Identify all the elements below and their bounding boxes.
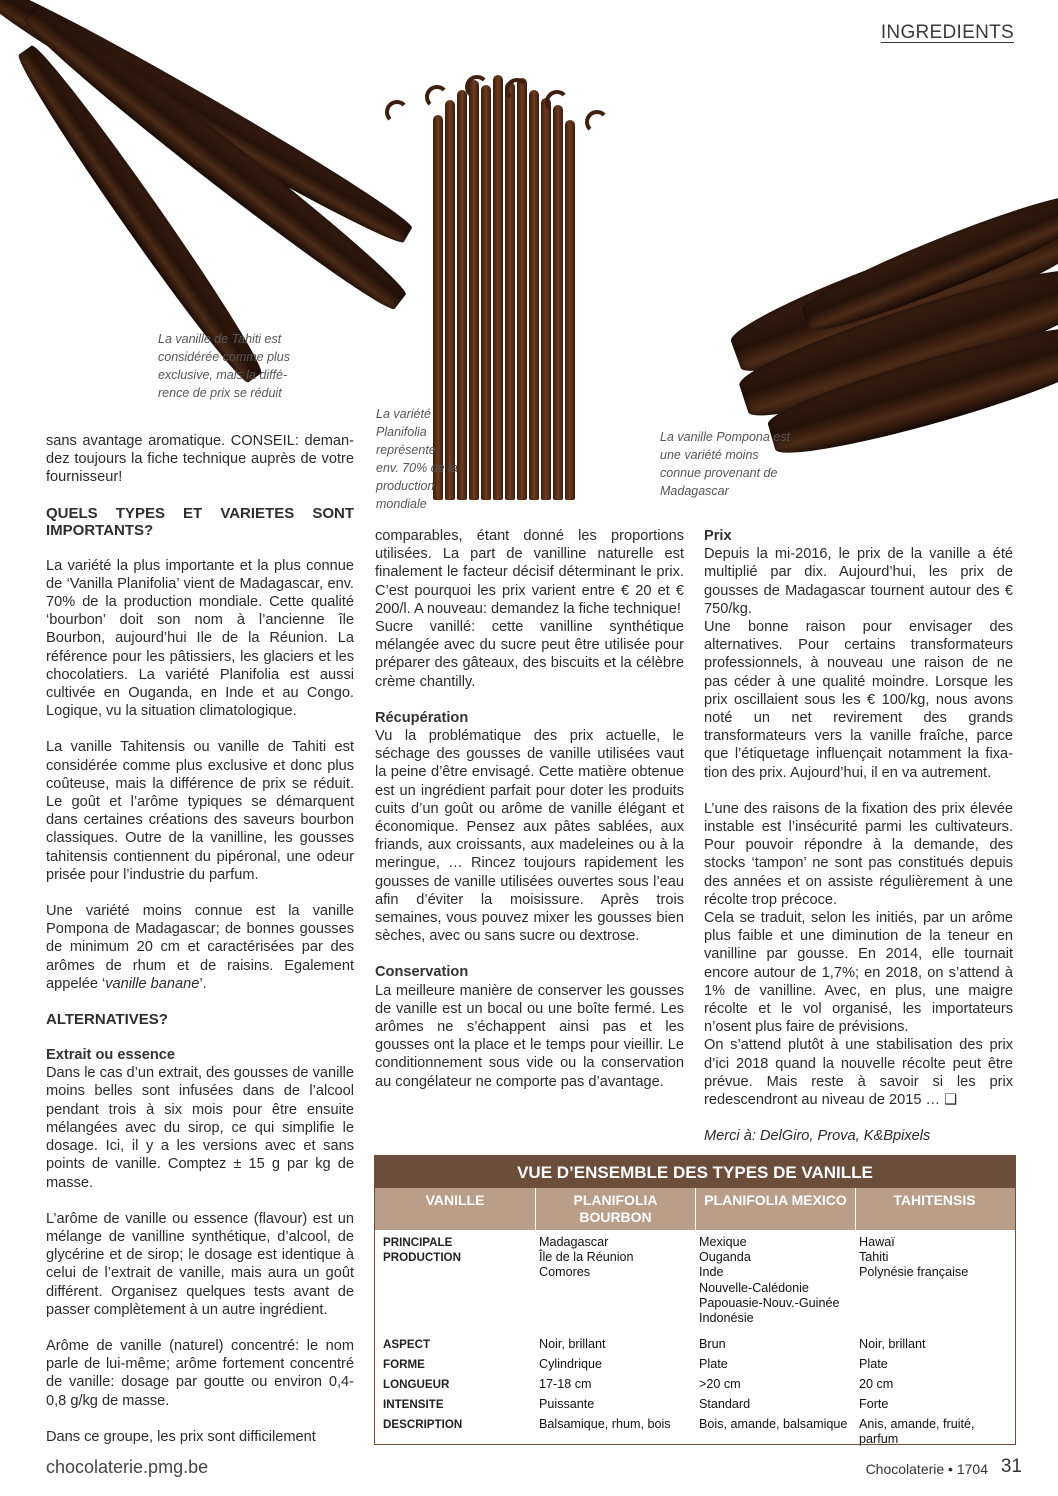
table-cell-label: PRINCIPALE PRODUCTION [383,1236,461,1265]
table-cell-mexico: Standard [699,1397,751,1411]
vanilla-types-table [374,1155,1016,1445]
subheading-prix: Prix [704,528,732,544]
section-tag: INGREDIENTS [880,22,1014,43]
table-cell-label: LONGUEUR [383,1378,450,1391]
table-cell-tahitensis: Anis, amande, fruité, parfum [859,1417,975,1447]
table-header-row [375,1188,1015,1230]
table-cell-tahitensis: Noir, brillant [859,1337,926,1351]
paragraph-sucre: Sucre vanillé: cette vanilline synthétique mélangée avec du sucre peut être utilisée pour préparer des gâteaux, des biscuits et la célèbre crème chantilly. [375,619,684,690]
table-cell-mexico: Brun [699,1337,726,1351]
table-cell-tahitensis: Plate [859,1357,888,1371]
table-cell-bourbon: Puissante [539,1397,595,1411]
table-cell-label: ASPECT [383,1338,431,1351]
article-column-1 [46,432,354,1446]
table-cell-bourbon: Noir, brillant [539,1337,606,1351]
table-header-tahitensis: TAHITENSIS [855,1188,1013,1230]
table-cell-label: DESCRIPTION [383,1418,463,1431]
table-header-bourbon: PLANIFOLIA BOURBON [535,1188,695,1230]
paragraph-recuperation: Vu la problématique des prix actuelle, le séchage des gousses de vanille utilisées vaut la peine d’être envisagé. Cette matière obtenue est un ingrédient parfait pour doter les produits cuits d’un goût ou arôme de vanille élégant et économique. Pensez aux pâtes sablées, aux friands, aux croissants, aux madeleines ou à la meringue, … Rincez toujours rapidement les gousses de vanille utilisées ouvertes sous l’eau afin d’éviter la moisissure. Après trois semaines, vous pouvez mixer les gousses bien sèches, avec ou sans sucre ou dextrose. [375,728,684,945]
table-cell-mexico: Bois, amande, balsamique [699,1417,848,1431]
paragraph-comparables: comparables, étant donné les proportions utilisées. La part de vanilline naturelle est finalement le facteur décisif déterminant le prix. C’est pourquoi les prix varient entre € 20 et € 200/l. A nouveau: demandez la fiche technique! [375,528,684,617]
page-number: 31 [1000,1456,1022,1477]
paragraph-groupe: Dans ce groupe, les prix sont difficilement [46,1428,316,1445]
paragraph-tahitensis: La vanille Tahitensis ou vanille de Tahiti est considérée comme plus exclusive et donc plus coûteuse, mais la différence de prix se réduit. Le goût et l’arôme typiques se démarquent dans certaines créations des saveurs bourbon classiques. Outre de la vanilline, les gousses tahitensis contiennent du pipéronal, une odeur prisée pour l’industrie du parfum. [46,739,354,883]
table-cell-bourbon: Cylindrique [539,1357,602,1371]
paragraph-extrait: Dans le cas d’un extrait, des gousses de vanille moins belles sont infusées dans de l’alcool pendant trois à six mois pour être ensuite mélangées avec du sirop, ce qui simplifie le dosage. Ici, il y a les versions avec et sans points de vanille. Comptez ± 15 g par kg de masse. [46,1065,354,1191]
table-cell-label: FORME [383,1358,425,1371]
subheading-extrait: Extrait ou essence [46,1047,175,1064]
paragraph-raison: Une bonne raison pour envisager des alternatives. Pour certains transformateurs professionnels, à nouveau une raison de ne pas céder à une qualité moindre. Lorsque les prix oscillaient sous les € 100/kg, nous avons noté un net revirement des grands transformateurs vers la vanille fraîche, parce que l’étiquetage influençait notamment la fixa-tion des prix. Aujourd’hui, il en va autrement. [704,619,1013,781]
table-cell-tahitensis: 20 cm [859,1377,894,1391]
subheading-conservation: Conservation [375,964,469,981]
table-cell-mexico: Mexique Ouganda Inde Nouvelle-Calédonie Papouasie-Nouv.-Guinée Indonésie [699,1235,840,1326]
heading-types: QUELS TYPES ET VARIETES SONT IMPORTANTS? [46,504,354,539]
table-row [375,1396,1015,1416]
caption-pompona: La vanille Pompona est une variété moins connue provenant de Madagascar [660,430,790,498]
table-row [375,1336,1015,1356]
table-cell-bourbon: 17-18 cm [539,1377,592,1391]
table-cell-label: INTENSITE [383,1398,444,1411]
table-row [375,1234,1015,1336]
paragraph-planifolia: La variété la plus importante et la plus connue de ‘Vanilla Planifolia’ vient de Madagascar, env. 70% de la production mondiale. Cette qualité ‘bourbon’ doit son nom à l’ancienne île Bourbon, aujourd’hui Ile de la Réunion. La référence pour les pâtissiers, les glaciers et les chocolatiers. La variété Planifolia est aussi cultivée en Ouganda, en Inde et au Congo. Logique, vu la situation climatologique. [46,557,354,720]
paragraph-arome: L’arôme de vanille ou essence (flavour) est un mélange de vanilline synthétique, d’alcool, de glycérine et de sirop; le dosage est identique à celui de l’extrait de vanille, mais aura un goût différent. Organisez quelques tests avant de passer complètement à un autre ingrédient. [46,1210,354,1318]
paragraph-merci: Merci à: DelGiro, Prova, K&Bpixels [704,1128,931,1145]
table-cell-mexico: Plate [699,1357,728,1371]
paragraph-insecurite: L’une des raisons de la fixation des prix élevée instable est l’insécurité parmi les cultivateurs. Pour pouvoir répondre à la demande, des stocks ‘tampon’ ne sont pas constitués depuis des années et on assiste régulièrement à une récolte trop précoce. [704,800,1013,908]
table-cell-tahitensis: Forte [859,1397,889,1411]
table-cell-bourbon: Balsamique, rhum, bois [539,1417,671,1431]
caption-planifolia: La variété Planifolia représente env. 70% de la production mondiale [376,407,458,511]
paragraph-pompona: Une variété moins connue est la vanille Pompona de Madagascar; de bonnes gousses de minimum 20 cm et caractérisées par des arômes de rhum et de raisins. Egalement appelée ‘vanille banane’. [46,903,354,992]
table-cell-bourbon: Madagascar Île de la Réunion Comores [539,1235,634,1280]
table-header-vanille: VANILLE [425,1192,485,1208]
heading-alternatives: ALTERNATIVES? [46,1011,168,1029]
paragraph-intro: sans avantage aromatique. CONSEIL: deman-dez toujours la fiche technique auprès de votre fournisseur! [46,433,354,486]
table-row [375,1376,1015,1396]
table-cell-mexico: >20 cm [699,1377,741,1391]
table-header-mexico: PLANIFOLIA MEXICO [695,1188,855,1230]
paragraph-concentre: Arôme de vanille (naturel) concentré: le nom parle de lui-même; arôme fortement concentré de vanille: dosage par goutte ou environ 0,4-0,8 g/kg de masse. [46,1337,354,1409]
table-row [375,1356,1015,1376]
footer-website: chocolaterie.pmg.be [46,1457,209,1477]
caption-tahiti: La vanille de Tahiti est considérée comme plus exclusive, mais la diffé-rence de prix se réduit [158,332,291,400]
table-title: VUE D’ENSEMBLE DES TYPES DE VANILLE [375,1156,1015,1188]
footer-magazine: Chocolaterie • 1704 [865,1461,988,1477]
paragraph-prix: Depuis la mi-2016, le prix de la vanille a été multiplié par dix. Aujourd’hui, les prix de gousses de Madagascar tournent autour des € 750/kg. [704,546,1013,617]
table-cell-tahitensis: Hawaï Tahiti Polynésie française [859,1235,969,1280]
article-column-2 [375,527,684,1091]
subheading-recuperation: Récupération [375,709,469,726]
table-row [375,1416,1015,1450]
article-column-3 [704,527,1013,1146]
paragraph-traduit: Cela se traduit, selon les initiés, par un arôme plus faible et une diminution de la teneur en vanilline par gousse. En 2014, elle tournait encore autour de 1,7%; en 2018, on s’attend à 1% de vanilline. Avec, en plus, une maigre récolte et le vol organisé, les importateurs n’osent plus faire de prévisions. [704,910,1013,1036]
paragraph-conservation: La meilleure manière de conserver les gousses de vanille est un bocal ou une boîte fermé. Les arômes ne s’échappent ainsi pas et les gousses ont la place et le temps pour vieillir. Le conditionnement sous vide ou la conservation au congélateur ne comporte pas d’avantage. [375,982,684,1090]
table-body [375,1230,1015,1450]
paragraph-stabilisation: On s’attend plutôt à une stabilisation des prix d’ici 2018 quand la nouvelle récolte peut être prévue. Mais reste à savoir si les prix redescendront au niveau de 2015 … ❑ [704,1037,1013,1109]
